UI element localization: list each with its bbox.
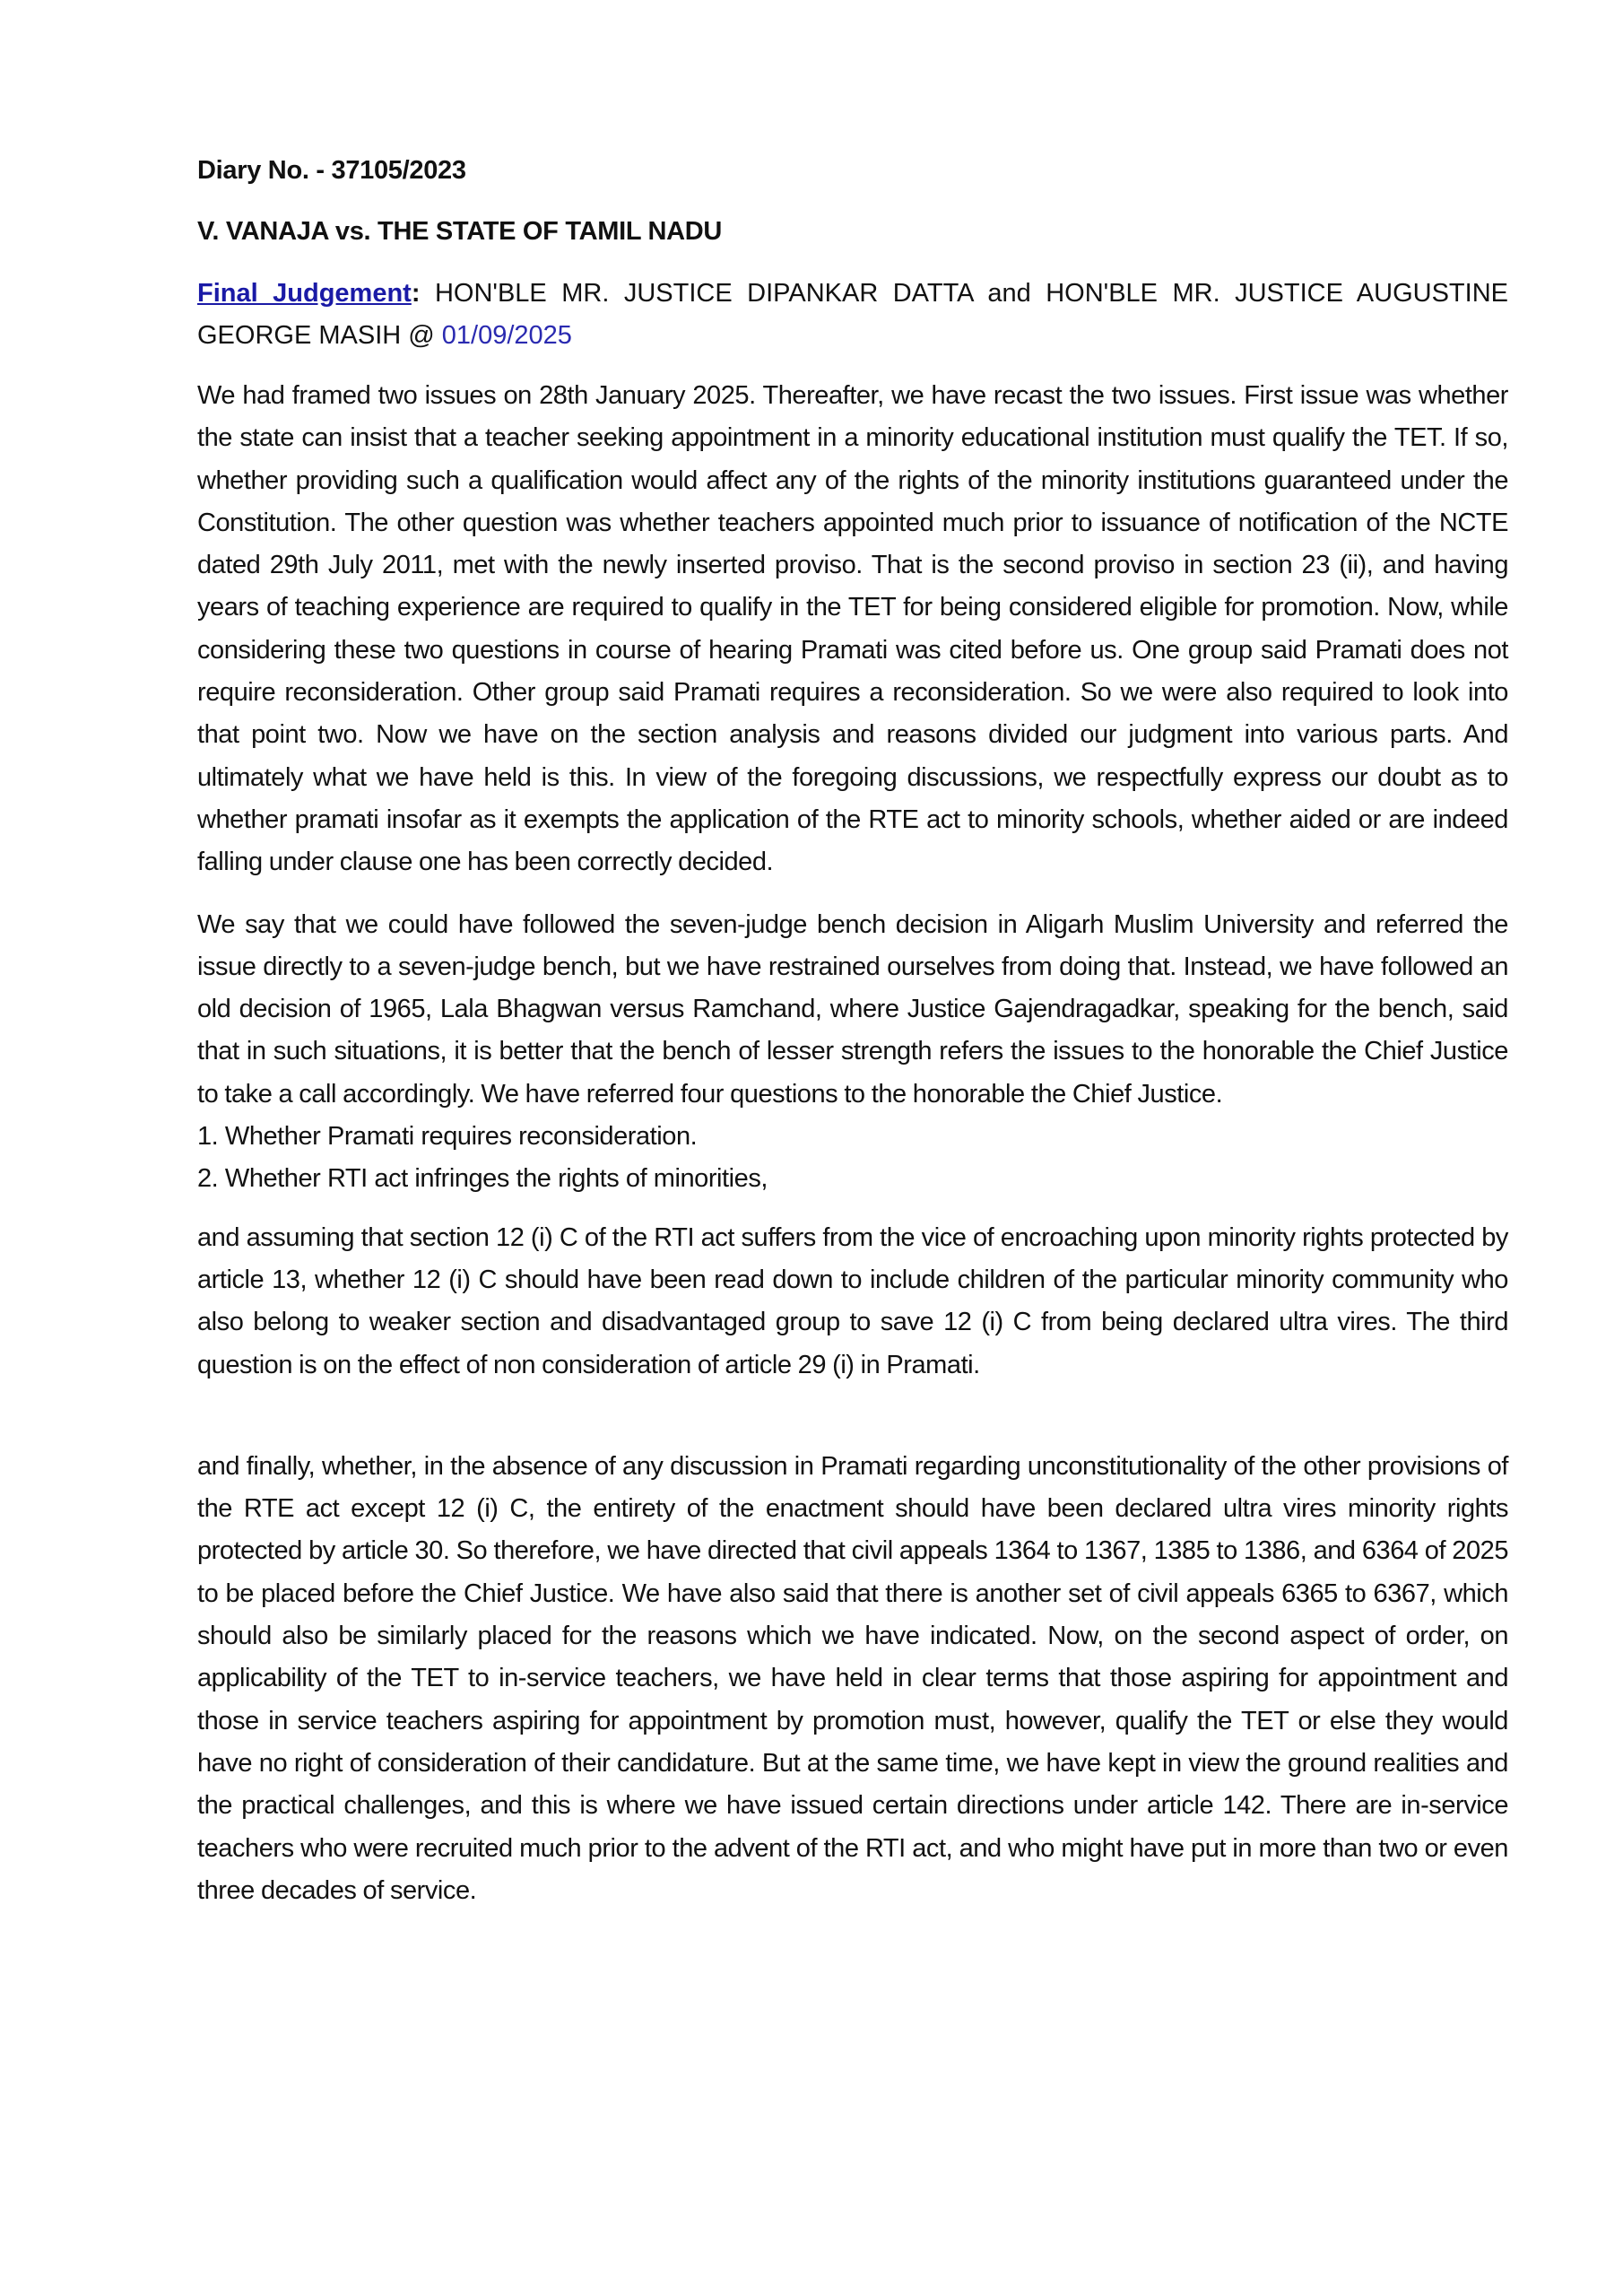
question-item: 2. Whether RTI act infringes the rights of minorities, — [197, 1164, 768, 1194]
question-item: 1. Whether Pramati requires reconsideration. — [197, 1122, 698, 1152]
judgement-separator: : — [411, 279, 421, 308]
paragraph-final: and finally, whether, in the absence of any discussion in Pramati regarding unconstitutionality of the other provisions of the RTE act except 12 (i) C, the entirety of the enactment should have been declared ultra vires minority rights protected by article 30. So therefore, we have directed that civil appeals 1364 to 1367, 1385 to 1386, and 6364 of 2025 to be placed before the Chief Justice. We have also said that there is another set of civil appeals 6365 to 6367, which should also be similarly placed for the reasons which we have indicated. Now, on the second aspect of order, on applicability of the TET to in-service teachers, we have held in clear terms that those aspiring for appointment and those in service teachers aspiring for appointment by promotion must, however, qualify the TET or else they would have no right of consideration of their candidature. But at the same time, we have kept in view the ground realities and the practical challenges, and this is where we have issued certain directions under article 142. There are in-service teachers who were recruited much prior to the advent of the RTI act, and who might have put in more than two or even three decades of service. — [197, 1451, 1508, 1905]
paragraph-issues: We had framed two issues on 28th January 2025. Thereafter, we have recast the two issues. First issue was whether the state can insist that a teacher seeking appointment in a minority educational institution must qualify the TET. If so, whether providing such a qualification would affect any of the rights of the minority institutions guaranteed under the Constitution. The other question was whether teachers appointed much prior to issuance of notification of the NCTE dated 29th July 2011, met with the newly inserted proviso. That is the second proviso in section 23 (ii), and having years of teaching experience are required to qualify in the TET for being considered eligible for promotion. Now, while considering these two questions in course of hearing Pramati was cited before us. One group said Pramati does not require reconsideration. Other group said Pramati requires a reconsideration. So we were also required to look into that point two. Now we have on the section analysis and reasons divided our judgment into various parts. And ultimately what we have held is this. In view of the foregoing discussions, we respectfully express our doubt as to whether pramati insofar as it exempts the application of the RTE act to minority schools, whether aided or are indeed falling under clause one has been correctly decided. — [197, 381, 1508, 877]
paragraph-reference: We say that we could have followed the seven-judge bench decision in Aligarh Muslim University and referred the issue directly to a seven-judge bench, but we have restrained ourselves from doing that. Instead, we have followed an old decision of 1965, Lala Bhagwan versus Ramchand, where Justice Gajendragadkar, speaking for the bench, said that in such situations, it is better that the bench of lesser strength refers the issues to the honorable the Chief Justice to take a call accordingly. We have referred four questions to the honorable the Chief Justice. — [197, 909, 1508, 1109]
final-judgement-link[interactable]: Final Judgement — [197, 279, 412, 308]
judgement-line — [197, 273, 1508, 357]
case-title: V. VANAJA vs. THE STATE OF TAMIL NADU — [197, 217, 723, 246]
referred-questions-list — [197, 1116, 1508, 1201]
diary-number: Diary No. - 37105/2023 — [197, 156, 466, 185]
judgement-date: 01/09/2025 — [441, 321, 572, 350]
paragraph-assumption: and assuming that section 12 (i) C of the RTI act suffers from the vice of encroaching upon minority rights protected by article 13, whether 12 (i) C should have been read down to include children of the particular minority community who also belong to weaker section and disadvantaged group to save 12 (i) C from being declared ultra vires. The third question is on the effect of non consideration of article 29 (i) in Pramati. — [197, 1222, 1508, 1379]
bench-names: HON'BLE MR. JUSTICE DIPANKAR DATTA and HON'BLE MR. JUSTICE AUGUSTINE GEORGE MASIH @ — [197, 279, 1508, 350]
document-page — [197, 151, 1508, 1912]
spacer — [197, 1201, 1508, 1217]
spacer — [197, 1387, 1508, 1446]
